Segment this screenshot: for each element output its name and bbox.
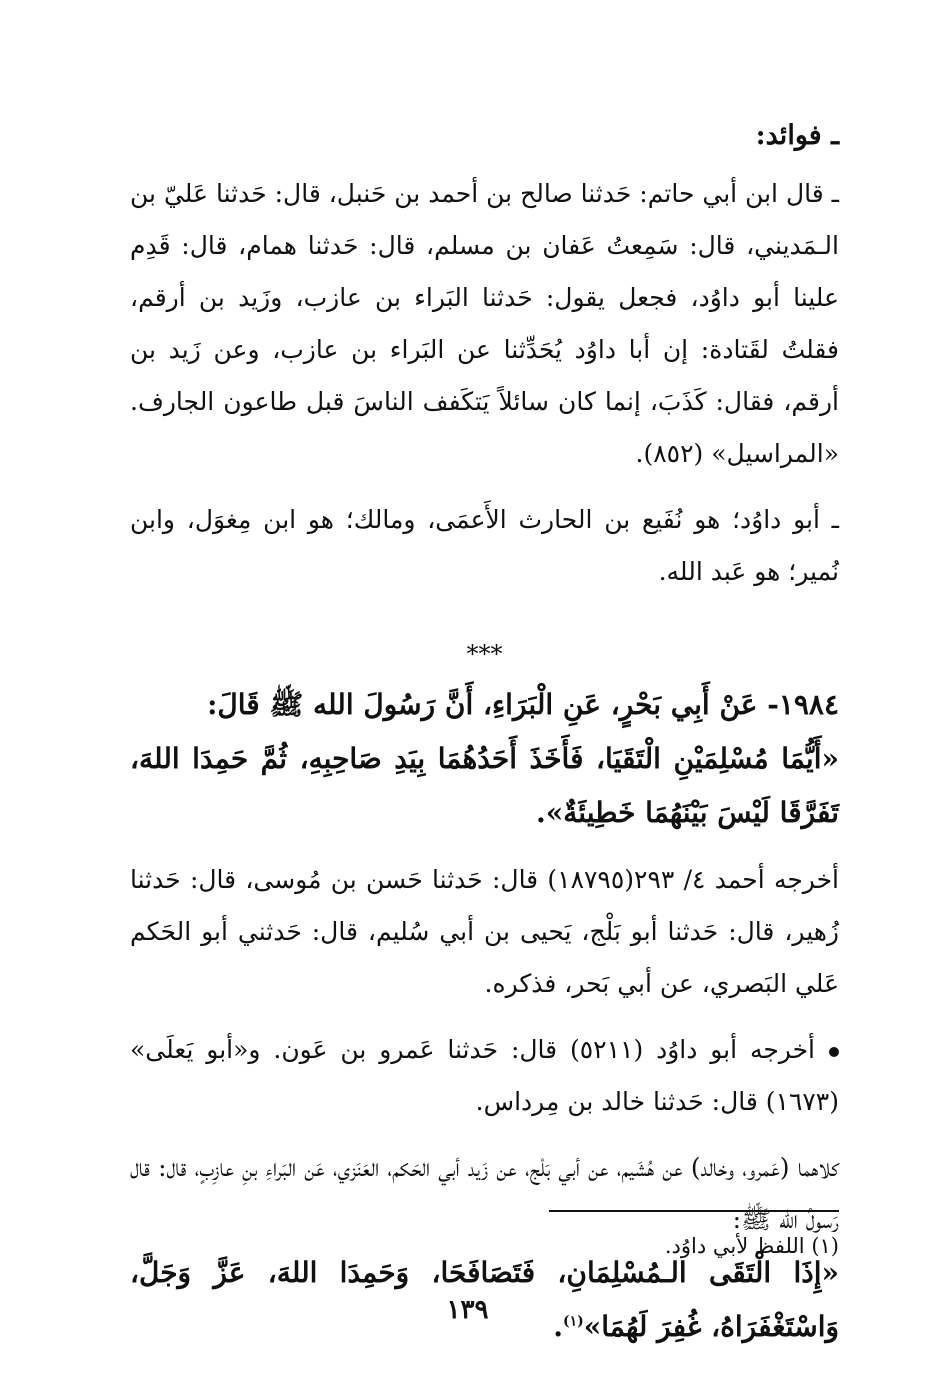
- footnote: (١) اللفظ لأبي داوُد.: [664, 1234, 839, 1258]
- takhrij-paragraph-3: كلاهما (عَمرو، وخالد) عن هُشَيم، عن أبي بَلْج، عن زَيد أبي الحَكم، العَنَزي، عَن البَراءِ بنِ عازِبٍ، قال: قال رَسولُ الله ﷺ:: [130, 1153, 839, 1234]
- footnote-divider: [549, 1210, 839, 1212]
- takhrij-paragraph-2-text: أخرجه أبو داوُد (٥٢١١) قال: حَدثنا عَمرو بن عَون. و«أبو يَعلَى» (١٦٧٣) قال: حَدثنا خالد بن مِرداس.: [130, 1035, 839, 1116]
- section-separator: ***: [466, 640, 503, 668]
- hadith-number-line: ١٩٨٤- عَنْ أَبِي بَحْرٍ، عَنِ الْبَرَاءِ، أَنَّ رَسُولَ الله ﷺ قَالَ:: [207, 688, 839, 721]
- benefits-paragraph-1: ـ قال ابن أبي حاتم: حَدثنا صالح بن أحمد بن حَنبل، قال: حَدثنا عَليّ بن الـمَديني، قال: سَمِعتُ عَفان بن مسلم، قال: حَدثنا همام، قال: قَدِم علينا أبو داوُد، فجعل يقول: حَدثنا البَراء بن عازب، وزَيد بن أرقم، فقلتُ لقَتادة: إن أبا داوُد يُحَدِّثنا عن البَراء بن عازب، وعن زَيد بن أرقم، فقال: كَذَبَ، إنما كان سائلاً يَتكَفف الناسَ قبل طاعون الجارف. «المراسيل» (٨٥٢).: [130, 179, 839, 468]
- takhrij-paragraph-1: أخرجه أحمد ٤/ ٢٩٣(١٨٧٩٥) قال: حَدثنا حَسن بن مُوسى، قال: حَدثنا زُهير، قال: حَدثنا أبو بَلْج، يَحيى بن أبي سُليم، قال: حَدثني أبو الحَكم عَلي البَصري، عن أبي بَحر، فذكره.: [130, 865, 839, 998]
- hadith-2-body: «إِذَا الْتَقَى الـمُسْلِمَانِ، فَتَصَافَحَا، وَحَمِدَا اللهَ، عَزَّ وَجَلَّ، وَاسْتَغْفَرَاهُ، غُفِرَ لَهُمَا»: [130, 1256, 839, 1343]
- hadith-text: «أَيُّمَا مُسْلِمَيْنِ الْتَقَيَا، فَأَخَذَ أَحَدُهُمَا بِيَدِ صَاحِبِهِ، ثُمَّ حَمِدَا اللهَ، تَفَرَّقَا لَيْسَ بَيْنَهُمَا خَطِيئَةٌ».: [130, 742, 839, 829]
- takhrij-paragraph-2: [130, 1024, 839, 1128]
- footnote-marker: (١): [562, 1313, 584, 1330]
- hadith-2-end: .: [553, 1310, 563, 1343]
- bullet-icon: [829, 1047, 839, 1057]
- page-number: ١٣٩: [446, 1295, 489, 1325]
- benefits-paragraph-2: ـ أبو داوُد؛ هو نُفَيع بن الحارث الأَعمَى، ومالك؛ هو ابن مِغوَل، وابن نُمير؛ هو عَبد الله.: [130, 505, 839, 586]
- section-heading: ـ فوائد:: [755, 120, 839, 151]
